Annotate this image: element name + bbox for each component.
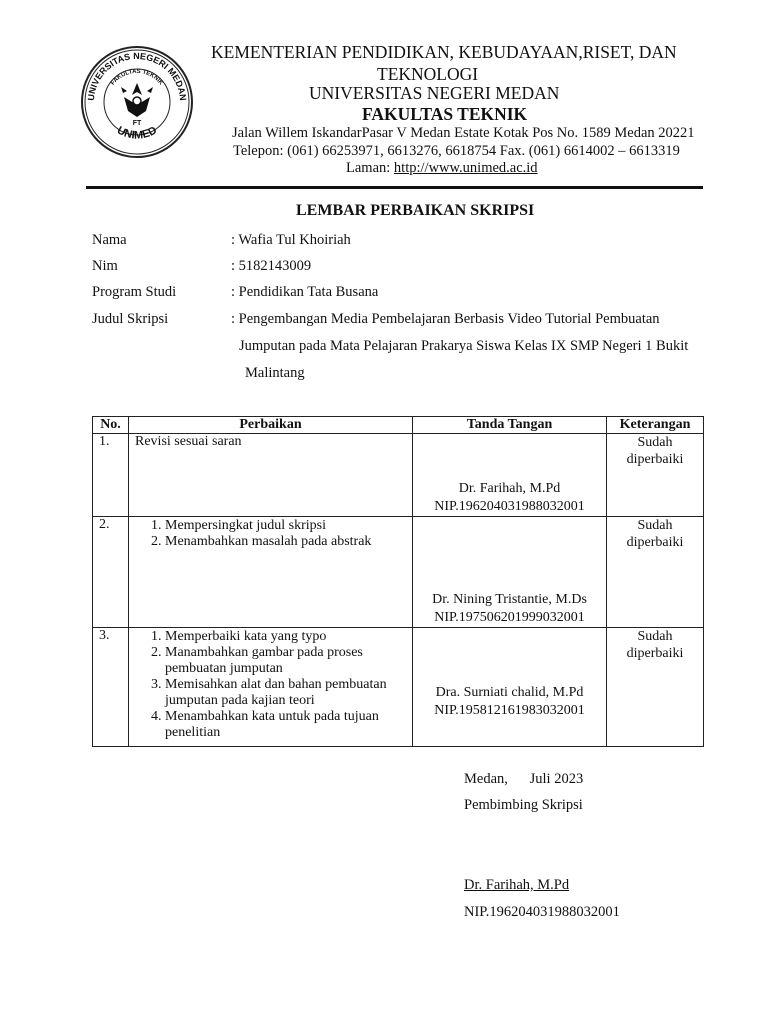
logo-ring-text: UNIVERSITAS NEGERI MEDAN bbox=[85, 50, 189, 102]
row-signature bbox=[413, 517, 607, 628]
row-signature bbox=[413, 628, 607, 747]
list-item: 3. Memisahkan alat dan bahan pembuatan jumputan pada kajian teori bbox=[165, 677, 412, 709]
field-value-judul-cont2: Malintang bbox=[245, 365, 305, 381]
field-label-program-studi: Program Studi bbox=[92, 284, 177, 300]
document-title: LEMBAR PERBAIKAN SKRIPSI bbox=[296, 202, 535, 219]
signer-name: Dra. Surniati chalid, M.Pd bbox=[435, 685, 584, 700]
table-header-row bbox=[93, 417, 704, 434]
revision-list bbox=[129, 629, 412, 741]
list-item: 4. Menambahkan kata untuk pada tujuan penelitian bbox=[165, 709, 412, 741]
header-keterangan: Keterangan bbox=[607, 417, 704, 434]
row-keterangan bbox=[607, 628, 704, 747]
status-line1: Sudah bbox=[637, 629, 673, 644]
svg-text:UNIMED: UNIMED bbox=[115, 124, 159, 142]
row-signature bbox=[413, 434, 607, 517]
header-perbaikan: Perbaikan bbox=[129, 417, 413, 434]
address: Jalan Willem IskandarPasar V Medan Estate Kotak Pos No. 1589 Medan 20221 bbox=[232, 125, 695, 141]
list-item: 2. Manambahkan gambar pada proses pembuatan jumputan bbox=[165, 645, 412, 677]
field-value-judul: : Pengembangan Media Pembelajaran Berbasis Video Tutorial Pembuatan bbox=[231, 311, 660, 327]
row-keterangan bbox=[607, 434, 704, 517]
university-name: UNIVERSITAS NEGERI MEDAN bbox=[309, 83, 560, 103]
table-row bbox=[93, 628, 704, 747]
field-label-judul: Judul Skripsi bbox=[92, 311, 169, 327]
row-perbaikan: Revisi sesuai saran bbox=[129, 434, 413, 517]
svg-text:UNIVERSITAS NEGERI MEDAN bbox=[86, 51, 188, 101]
field-label-nama: Nama bbox=[92, 232, 127, 248]
status-line2: diperbaiki bbox=[626, 646, 684, 661]
status-line1: Sudah bbox=[637, 518, 673, 533]
status-line2: diperbaiki bbox=[626, 452, 684, 467]
status-line2: diperbaiki bbox=[626, 535, 684, 550]
unimed-logo bbox=[80, 45, 194, 159]
table-row bbox=[93, 517, 704, 628]
revision-list bbox=[129, 518, 412, 550]
place-date: Medan, Juli 2023 bbox=[464, 771, 584, 787]
field-value-program-studi: : Pendidikan Tata Busana bbox=[231, 284, 379, 300]
field-value-nim: : 5182143009 bbox=[231, 258, 312, 274]
field-value-judul-cont1: Jumputan pada Mata Pelajaran Prakarya Siswa Kelas IX SMP Negeri 1 Bukit bbox=[239, 338, 689, 354]
header-divider bbox=[86, 186, 703, 189]
table-row bbox=[93, 434, 704, 517]
phone-fax: Telepon: (061) 66253971, 6613276, 6618754 Fax. (061) 6614002 – 6613319 bbox=[233, 143, 680, 159]
row-keterangan bbox=[607, 517, 704, 628]
signer-nip: NIP.195812161983032001 bbox=[434, 703, 585, 718]
list-item: 1. Memperbaiki kata yang typo bbox=[165, 629, 412, 645]
row-no: 3. bbox=[93, 628, 129, 747]
svg-text:FAKULTAS TEKNIK: FAKULTAS TEKNIK bbox=[110, 68, 164, 87]
website-label: Laman: bbox=[346, 160, 394, 176]
status-line1: Sudah bbox=[637, 435, 673, 450]
list-item: 2. Menambahkan masalah pada abstrak bbox=[165, 534, 412, 550]
signer-nip: NIP.196204031988032001 bbox=[434, 499, 585, 514]
row-no: 2. bbox=[93, 517, 129, 628]
header-no: No. bbox=[93, 417, 129, 434]
field-label-nim: Nim bbox=[92, 258, 118, 274]
ministry-line1: KEMENTERIAN PENDIDIKAN, KEBUDAYAAN,RISET, DAN bbox=[211, 42, 677, 62]
signer-name: Dr. Farihah, M.Pd bbox=[458, 481, 561, 496]
advisor-name: Dr. Farihah, M.Pd bbox=[464, 877, 570, 893]
website-line bbox=[346, 160, 538, 177]
advisor-nip: NIP.196204031988032001 bbox=[464, 904, 620, 920]
list-item: 1. Mempersingkat judul skripsi bbox=[165, 518, 412, 534]
svg-text:FT: FT bbox=[132, 120, 142, 127]
revision-table bbox=[92, 416, 704, 747]
row-perbaikan bbox=[129, 517, 413, 628]
signer-name: Dr. Nining Tristantie, M.Ds bbox=[432, 592, 587, 607]
advisor-role: Pembimbing Skripsi bbox=[464, 797, 583, 813]
row-perbaikan bbox=[129, 628, 413, 747]
faculty-name: FAKULTAS TEKNIK bbox=[362, 104, 528, 124]
header-tanda-tangan: Tanda Tangan bbox=[413, 417, 607, 434]
ministry-line2: TEKNOLOGI bbox=[377, 64, 479, 84]
row-no: 1. bbox=[93, 434, 129, 517]
website-link[interactable]: http://www.unimed.ac.id bbox=[393, 160, 538, 176]
field-value-nama: : Wafia Tul Khoiriah bbox=[231, 232, 351, 248]
signer-nip: NIP.197506201999032001 bbox=[434, 610, 585, 625]
